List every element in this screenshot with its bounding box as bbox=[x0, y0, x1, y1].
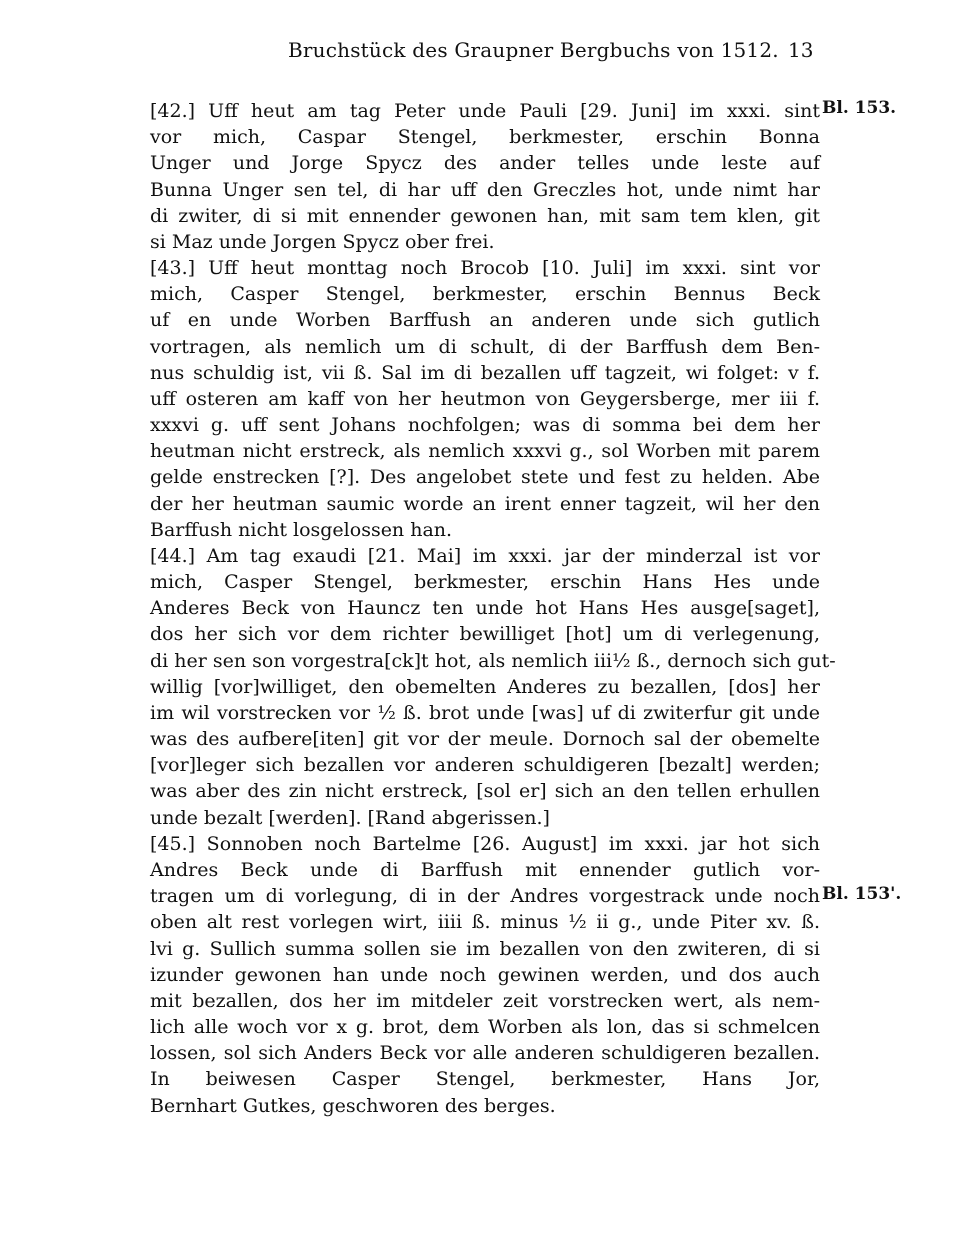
text-line: [45.] Sonnoben noch Bartelme [26. August] im xxxi. jar hot sich bbox=[150, 832, 820, 855]
text-line: Andres Beck unde di Barffush mit ennender gutlich vor- bbox=[150, 858, 820, 881]
text-line: lossen, sol sich Anders Beck vor alle anderen schuldigeren bezallen. bbox=[150, 1042, 820, 1065]
text-line: Bernhart Gutkes, geschworen des berges. bbox=[150, 1094, 556, 1117]
body-text bbox=[150, 98, 836, 1119]
text-line: [44.] Am tag exaudi [21. Mai] im xxxi. jar der minderzal ist vor bbox=[150, 544, 820, 567]
text-line: der her heutman saumic worde an irent enner tagzeit, wil her den bbox=[150, 492, 820, 515]
text-line: uff osteren am kaff von her heutmon von Geygersberge, mer iii f. bbox=[150, 387, 820, 410]
text-line: was des aufbere[iten] git vor der meule. Dornoch sal der obemelte bbox=[150, 728, 820, 751]
text-line: si Maz unde Jorgen Spycz ober frei. bbox=[150, 230, 495, 253]
text-line: vor mich, Caspar Stengel, berkmester, erschin Bonna bbox=[150, 126, 820, 149]
running-title: Bruchstück des Graupner Bergbuchs von 1512. bbox=[288, 38, 779, 62]
text-line: unde bezalt [werden]. [Rand abgerissen.] bbox=[150, 806, 550, 829]
text-line: In beiwesen Casper Stengel, berkmester, Hans Jor, bbox=[150, 1068, 820, 1091]
text-line: Anderes Beck von Hauncz ten unde hot Hans Hes ausge[saget], bbox=[150, 597, 820, 620]
text-line: heutman nicht erstreck, als nemlich xxxvi g., sol Worben mit parem bbox=[150, 440, 820, 463]
text-line: lich alle woch vor x g. brot, dem Worben als lon, das si schmelcen bbox=[150, 1016, 820, 1039]
text-line: willig [vor]williget, den obemelten Anderes zu bezallen, [dos] her bbox=[150, 675, 820, 698]
margin-note-folio-153-verso: Bl. 153'. bbox=[822, 884, 902, 904]
page-number: 13 bbox=[788, 38, 814, 62]
text-line: di her sen son vorgestra[ck]t hot, als nemlich iii½ ß., dernoch sich gut- bbox=[150, 649, 836, 672]
text-line: mit bezallen, dos her im mitdeler zeit vorstrecken wert, als nem- bbox=[150, 989, 820, 1012]
text-line: mich, Casper Stengel, berkmester, erschin Bennus Beck bbox=[150, 283, 820, 306]
text-line: [vor]leger sich bezallen vor anderen schuldigeren [bezalt] werden; bbox=[150, 754, 820, 777]
text-line: [43.] Uff heut monttag noch Brocob [10. Juli] im xxxi. sint vor bbox=[150, 257, 820, 280]
text-line: nus schuldig ist, vii ß. Sal im di bezallen uff tagzeit, wi folget: v f. bbox=[150, 361, 820, 384]
text-line: tragen um di vorlegung, di in der Andres vorgestrack unde noch bbox=[150, 885, 820, 908]
text-line: im wil vorstrecken vor ½ ß. brot unde [was] uf di zwiterfur git unde bbox=[150, 701, 820, 724]
text-line: vortragen, als nemlich um di schult, di der Barffush dem Ben- bbox=[150, 335, 820, 358]
margin-note-folio-153: Bl. 153. bbox=[822, 98, 897, 118]
text-line: gelde enstrecken [?]. Des angelobet stete und fest zu helden. Abe bbox=[150, 466, 820, 489]
text-line: lvi g. Sullich summa sollen sie im bezallen von den zwiteren, di si bbox=[150, 937, 820, 960]
text-line: Bunna Unger sen tel, di har uff den Greczles hot, unde nimt har bbox=[150, 178, 820, 201]
text-line: izunder gewonen han unde noch gewinen werden, und dos auch bbox=[150, 963, 820, 986]
text-line: di zwiter, di si mit ennender gewonen han, mit sam tem klen, git bbox=[150, 204, 820, 227]
text-line: mich, Casper Stengel, berkmester, erschin Hans Hes unde bbox=[150, 571, 820, 594]
text-line: [42.] Uff heut am tag Peter unde Pauli [29. Juni] im xxxi. sint bbox=[150, 100, 820, 122]
text-line: Unger und Jorge Spycz des ander telles unde leste auf bbox=[150, 152, 820, 175]
text-line: dos her sich vor dem richter bewilliget [hot] um di verlegenung, bbox=[150, 623, 820, 646]
text-line: oben alt rest vorlegen wirt, iiii ß. minus ½ ii g., unde Piter xv. ß. bbox=[150, 911, 820, 934]
text-line: was aber des zin nicht erstreck, [sol er] sich an den tellen erhullen bbox=[150, 780, 820, 803]
text-line: uf en unde Worben Barffush an anderen unde sich gutlich bbox=[150, 309, 820, 332]
text-line: xxxvi g. uff sent Johans nochfolgen; was di somma bei dem her bbox=[150, 414, 820, 437]
text-line: Barffush nicht losgelossen han. bbox=[150, 518, 453, 541]
